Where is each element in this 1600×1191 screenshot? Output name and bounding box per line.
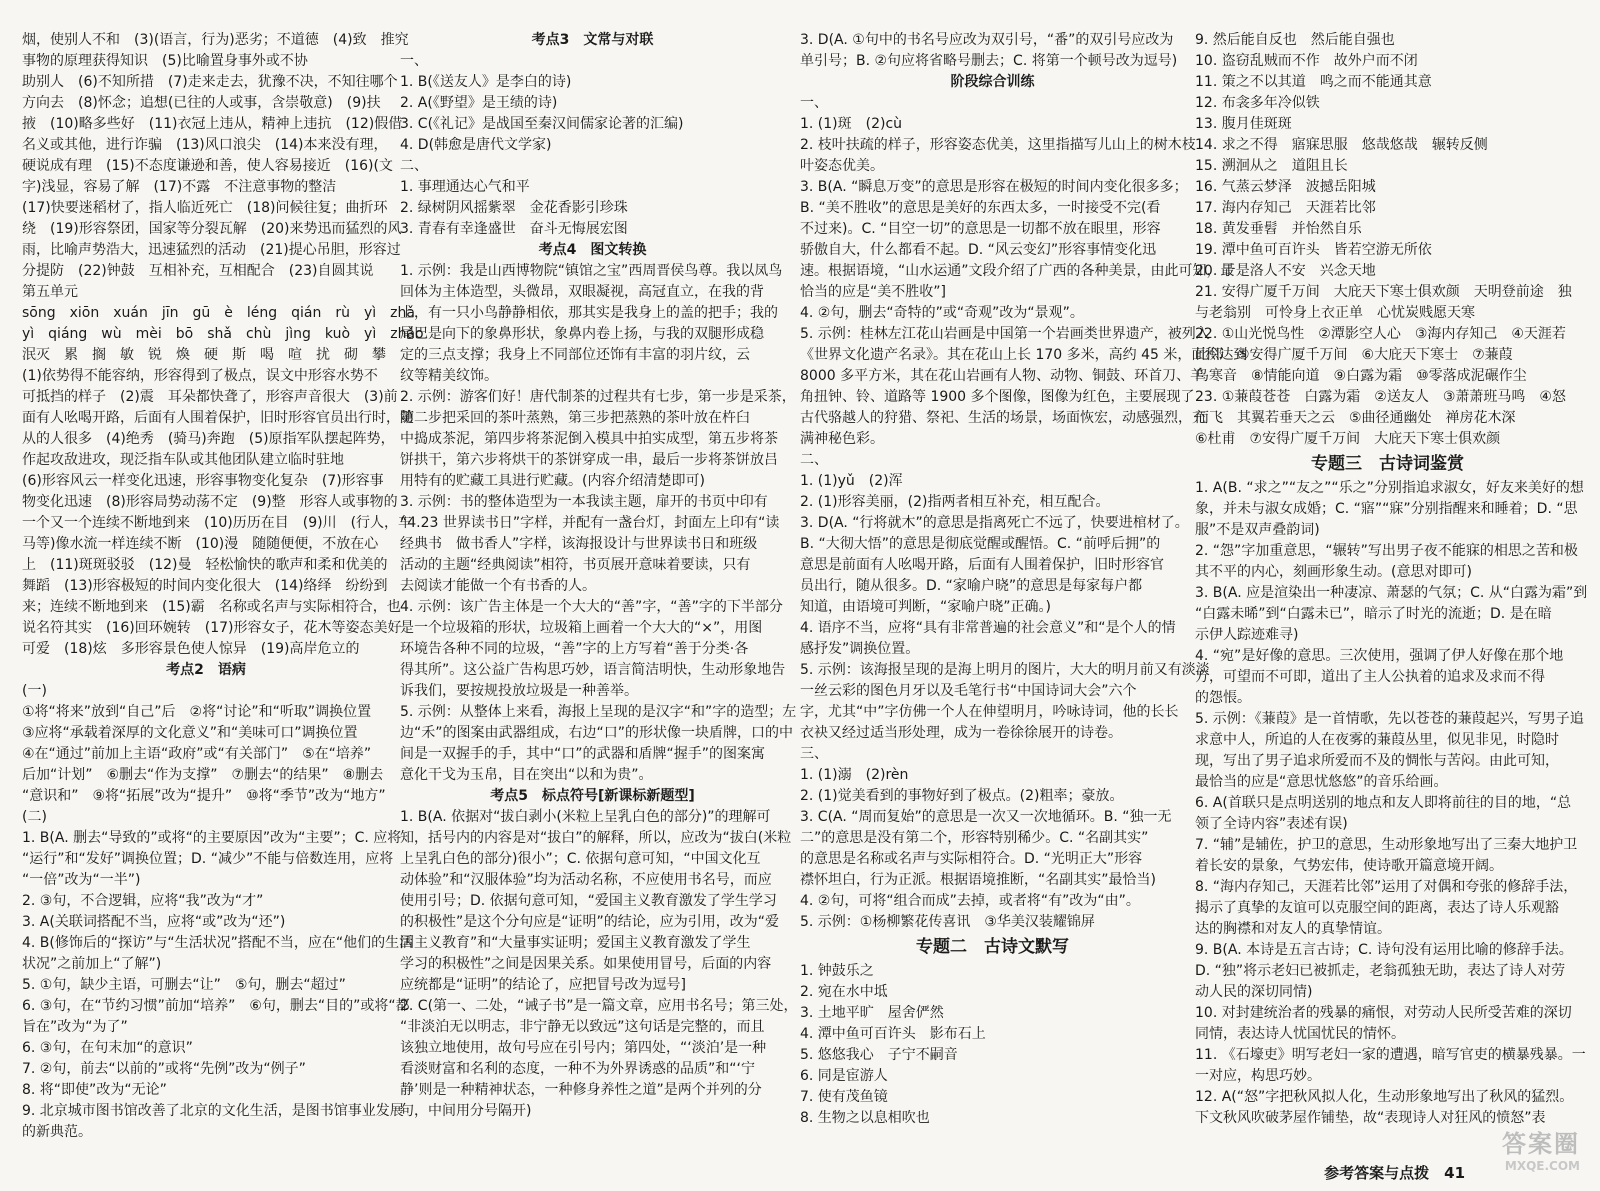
text-line: 是一个垃圾箱的形状，垃圾箱上画着一个大大的“×”，用图	[400, 620, 763, 636]
text-line: 20. 于是洛人不安 兴念天地	[1195, 263, 1376, 279]
text-line: 烟，使别人不和 (3)(语言，行为)恶劣；不道德 (4)致 推究	[22, 32, 409, 48]
text-line: 掖 (10)略多些好 (11)衣冠上违从，精神上违抗 (12)假借	[22, 116, 403, 132]
text-line: 2. 枝叶扶疏的样子，形容姿态优美，这里指描写儿山上的树木枝	[800, 137, 1196, 153]
text-line: 二”的意思是没有第二个，形容特别稀少。C. “名副其实”	[800, 830, 1149, 846]
text-line: 23. ①蒹葭苍苍 白露为霜 ②送友人 ③萧萧班马鸣 ④怒	[1195, 389, 1566, 405]
text-line: 8000 多平方米，其在花山岩画有人物、动物、铜鼓、环首刀、羊	[800, 368, 1205, 384]
text-line: 襟怀坦白，行为正派。根据语境推断，“名副其实”最恰当)	[800, 872, 1156, 888]
text-line: 18. 黄发垂髫 并怡然自乐	[1195, 221, 1362, 237]
watermark-url: MXQE.COM	[1504, 1159, 1580, 1173]
text-line: 来；连续不断地到来 (15)霸 名称或名声与实际相符合，也	[22, 599, 401, 615]
text-line: 满神秘色彩。	[800, 431, 884, 447]
text-line: 3. C(《礼记》是战国至秦汉间儒家论著的汇编)	[400, 116, 684, 132]
text-line: 后加“计划” ⑥删去“作为支撑” ⑦删去“的结果” ⑧删去	[22, 767, 384, 783]
text-line: 上 (11)斑斑驳驳 (12)曼 轻松愉快的歌声和柔和优美的	[22, 557, 388, 573]
text-line: (6)形容风云一样变化迅速，形容事物变化复杂 (7)形容事	[22, 473, 384, 489]
text-line: 名义或其他，进行诈骗 (13)风口浪尖 (14)本来没有理，	[22, 137, 388, 153]
text-line: 可爱 (18)炫 多形容景色使人惊异 (19)高岸危立的	[22, 641, 360, 657]
text-line: ⑥杜甫 ⑦安得广厦千万间 大庇天下寒士俱欢颜	[1195, 431, 1501, 447]
text-line: 4. B(修饰后的“探访”与“生活状况”搭配不当，应在“他们的生活	[22, 935, 414, 951]
text-line: 2. (1)形容美丽，(2)指两者相互补充，相互配合。	[800, 494, 1110, 510]
text-line: 《世界文化遗产名录》。其在花山上长 170 多米，高约 45 米，面积达到	[800, 347, 1248, 363]
text-line: 15. 溯洄从之 道阻且长	[1195, 158, 1348, 174]
text-line: 3. 土地平旷 屋舍俨然	[800, 1005, 944, 1021]
section-heading: 专题二 古诗文默写	[916, 937, 1069, 957]
text-line: 国主义教育”和“大量事实证明；爱国主义教育激发了学生	[400, 935, 751, 951]
text-line: D. “独”将示老妇已被抓走，老翁孤独无助，表达了诗人对劳	[1195, 963, 1566, 979]
text-line: 一、	[400, 53, 428, 69]
text-line: 感抒发”调换位置。	[800, 641, 920, 657]
text-line: 从的人很多 (4)绝秀 (骑马)奔跑 (5)原指军队摆起阵势，	[22, 431, 395, 447]
text-line: 1. A(B. “求之”“友之”“乐之”分别指追求淑女，好友来美好的想	[1195, 480, 1584, 496]
text-line: 2. 宛在水中坻	[800, 984, 888, 1000]
text-line: 3. 青春有幸逢盛世 奋斗无悔展宏图	[400, 221, 628, 237]
text-line: 纹等精美纹饰。	[400, 368, 498, 384]
text-line: sōng xiōn xuán jīn gū è léng qián rù yì zhǎ	[22, 305, 415, 321]
text-line: “白露未晞”到“白露未已”，暗示了时光的流逝；D. 是在暗	[1195, 606, 1552, 622]
text-line: 活动的主题“经典阅读”相符，书页展开意味着要读，只有	[400, 557, 751, 573]
text-line: 分提防 (22)钟鼓 互相补充，互相配合 (23)自圆其说	[22, 263, 374, 279]
text-line: 8. 将“即使”改为“无论”	[22, 1082, 167, 1098]
text-line: 1. B(A. 删去“导致的”或将“的主要原因”改为“主要”；C. 应将	[22, 830, 402, 846]
text-line: 22. ①山光悦鸟性 ②潭影空人心 ③海内存知己 ④天涯若	[1195, 326, 1566, 342]
text-line: 面有人吆喝开路，后面有人围着保护，旧时形容官员出行时，随	[22, 410, 414, 426]
text-line: ③应将“承载着深厚的文化意义”和“美味可口”调换位置	[22, 725, 358, 741]
text-line: 5. ①句，缺少主语，可删去“让” ⑤句，删去“超过”	[22, 977, 346, 993]
text-line: 2. C(第一、二处，“诫子书”是一篇文章，应用书名号；第三处，	[400, 998, 798, 1014]
text-line: B. “大彻大悟”的意思是彻底觉醒或醒悟。C. “前呼后拥”的	[800, 536, 1161, 552]
text-line: 1. (1)yǔ (2)浑	[800, 473, 903, 489]
text-line: 字)浅显，容易了解 (17)不露 不注意事物的整洁	[22, 179, 337, 195]
text-line: 尾巴是向下的象鼻形状，象鼻内卷上扬，与我的双腿形成稳	[400, 326, 764, 342]
text-line: 9. 然后能自反也 然后能自强也	[1195, 32, 1395, 48]
text-line: 8. 生物之以息相吹也	[800, 1110, 930, 1126]
text-line: 其不平的内心，刻画形象生动。(意思对即可)	[1195, 564, 1472, 580]
text-line: 一丝云彩的图色月牙以及毛笔行书“中国诗词大会”六个	[800, 683, 1137, 699]
text-line: 10. 对封建统治者的残暴的痛恨，对劳动人民所受苦难的深切	[1195, 1005, 1572, 1021]
text-line: (二)	[22, 809, 47, 825]
text-line: 3. B(A. 应是渲染出一种凄凉、萧瑟的气氛；C. 从“白露为霜”到	[1195, 585, 1588, 601]
section-heading: 专题三 古诗词鉴赏	[1311, 454, 1464, 474]
text-line: 定的三点支撑；我身上不同部位还饰有丰富的羽片纹，云	[400, 347, 750, 363]
text-line: 4. D(韩愈是唐代文学家)	[400, 137, 552, 153]
text-line: 助别人 (6)不知所措 (7)走来走去，犹豫不决，不知往哪个	[22, 74, 398, 90]
text-line: “运行”和“发好”调换位置；D. “减少”不能与倍数连用，应将	[22, 851, 394, 867]
text-line: 该独立地使用，故句号应在引号内；第四处，“‘淡泊’是一种	[400, 1040, 767, 1056]
text-line: 看淡财富和名利的态度，一种不为外界诱惑的品质”和“‘宁	[400, 1061, 755, 1077]
text-line: 最恰当的应是“意思忧悠悠”的音乐给画。	[1195, 774, 1448, 790]
text-line: 舞蹈 (13)形容极短的时间内变化很大 (14)络绎 纷纷到	[22, 578, 388, 594]
text-line: 象，并未与淑女成婚；C. “寤”“寐”分别指醒来和睡着；D. “思	[1195, 501, 1578, 517]
text-line: (17)快要迷稻材了，指人临近死亡 (18)问候往复；曲折环	[22, 200, 388, 216]
text-line: 3. D(A. ①句中的书名号应改为双引号，“番”的双引号应改为	[800, 32, 1174, 48]
text-line: B. “美不胜收”的意思是美好的东西太多，一时接受不完(看	[800, 200, 1161, 216]
text-line: 5. 悠悠我心 子宁不嗣音	[800, 1047, 958, 1063]
text-line: 9. B(A. 本诗是五言古诗；C. 诗句没有运用比喻的修辞手法。	[1195, 942, 1573, 958]
text-line: 不过来)。C. “目空一切”的意思是一切都不放在眼里，形容	[800, 221, 1161, 237]
text-line: (一)	[22, 683, 47, 699]
text-line: 状况”之前加上“了解”)	[22, 956, 162, 972]
text-line: 物变化迅速 (8)形容局势动荡不定 (9)整 形容人或事物的	[22, 494, 398, 510]
text-line: 而飞 其翼若垂天之云 ⑤曲径通幽处 禅房花木深	[1195, 410, 1516, 426]
text-line: 知道，由语境可判断，“家喻户晓”正确。)	[800, 599, 1051, 615]
text-line: 说名符其实 (16)回环婉转 (17)形容女子，花木等姿态美好	[22, 620, 402, 636]
text-line: 3. 示例：书的整体造型为一本我读主题，扉开的书页中印有	[400, 494, 768, 510]
text-line: 字，尤其“中”字仿佛一个人在伸望明月，吟咏诗词，他的长长	[800, 704, 1179, 720]
text-line: 马等)像水流一样连续不断 (10)漫 随随便便，不放在心	[22, 536, 379, 552]
text-line: 6. 同是宦游人	[800, 1068, 888, 1084]
text-line: 一对应，构思巧妙。	[1195, 1068, 1321, 1084]
text-line: 2. 绿树阴风摇紫翠 金花香影引珍珠	[400, 200, 628, 216]
text-line: 3. A(关联词搭配不当，应将“或”改为“还”)	[22, 914, 286, 930]
text-line: 泯灭 累 搁 敏 锐 煥 硬 斯 喝 喧 扰 砌 攀	[22, 347, 386, 363]
text-line: 上，有一只小鸟静静相依，那其实是我身上的盖的把手；我的	[400, 305, 778, 321]
text-line: 领了全诗内容”表述有误)	[1195, 816, 1348, 832]
text-line: 2. “怨”字加重意思，“辗转”写出男子夜不能寐的相思之苦和极	[1195, 543, 1578, 559]
text-line: 二、	[800, 452, 828, 468]
text-line: 与老翁别 可怜身上衣正单 心忧炭贱愿天寒	[1195, 305, 1475, 321]
text-line: 7. ②句，前去“以前的”或将“先例”改为“例子”	[22, 1061, 306, 1077]
text-line: 4. ②句，可将“组合而成”去掉，或者将“有”改为“由”。	[800, 893, 1140, 909]
text-line: 12. 布衾多年冷似铁	[1195, 95, 1320, 111]
watermark-logo	[1502, 1124, 1580, 1173]
text-line: 5. 示例：从整体上来看，海报上呈现的是汉字“和”字的造型；左	[400, 704, 797, 720]
text-line: 3. C(A. “周而复始”的意思是一次又一次地循环。B. “独一无	[800, 809, 1172, 825]
text-line: 11. 策之不以其道 鸣之而不能通其意	[1195, 74, 1432, 90]
text-line: 6. A(首联只是点明送别的地点和友人即将前往的目的地，“总	[1195, 795, 1572, 811]
text-line: 绕 (19)形容祭团，国家等分裂瓦解 (20)来势迅而猛烈的风	[22, 221, 402, 237]
text-line: 经典书 做书香人”字样，该海报设计与世界读书日和班级	[400, 536, 758, 552]
text-line: 的意思是名称或名声与实际相符合。D. “光明正大”形容	[800, 851, 1143, 867]
text-line: 可抵挡的样子 (2)震 耳朵都快聋了，形容声音很大 (3)前	[22, 389, 398, 405]
text-line: 速。根据语境，“山水运通”文段介绍了广西的各种美景，由此可知，最	[800, 263, 1235, 279]
text-line: 服”不是双声叠韵词)	[1195, 522, 1320, 538]
text-line: 4. 潭中鱼可百许头 影布石上	[800, 1026, 986, 1042]
text-line: 第五单元	[22, 284, 78, 300]
text-line: 使用引号；D. 依据句意可知，“爱国主义教育激发了学生学习	[400, 893, 777, 909]
text-line: 边“禾”的图案由武器组成，右边“口”的形状像一块盾牌，口的中	[400, 725, 794, 741]
text-line: 10. 盗窃乱贼而不作 故外户而不闭	[1195, 53, 1418, 69]
text-line: 恰当的应是“美不胜收”]	[800, 284, 946, 300]
text-line: 第二步把采回的茶叶蒸熟，第三步把蒸熟的茶叶放在杵臼	[400, 410, 750, 426]
text-line: “意识和” ⑨将“拓展”改为“提升” ⑩将“季节”改为“地方”	[22, 788, 386, 804]
text-line: 6. ③句，在句末加“的意识”	[22, 1040, 193, 1056]
text-line: 现，写出了男子追求所爱而不及的惆怅与苦闷。由此可知，	[1195, 753, 1559, 769]
text-line: 6. ③句，在“节约习惯”前加“培养” ⑥句，删去“目的”或将“都	[22, 998, 410, 1014]
watermark-text: 答案圈	[1502, 1130, 1580, 1158]
text-line: 1. (1)斑 (2)cù	[800, 116, 903, 132]
text-line: 的新典范。	[22, 1124, 92, 1140]
text-line: 达的胸襟和对友人的真挚情谊。	[1195, 921, 1391, 937]
section-heading: 考点2 语病	[166, 662, 246, 678]
text-line: 用特有的贮藏工具进行贮藏。(内容介绍清楚即可)	[400, 473, 705, 489]
text-line: 4. 语序不当，应将“具有非常普遍的社会意义”和“是个人的情	[800, 620, 1176, 636]
text-line: 着长安的景象，气势宏伟，使诗歌开篇意境开阔。	[1195, 858, 1503, 874]
text-line: 一、	[800, 95, 828, 111]
text-line: 二、	[400, 158, 428, 174]
text-line: 环境告各种不同的垃圾，“善”字的上方写着“善于分类·各	[400, 641, 749, 657]
text-line: 2. (1)觉美看到的事物好到了极点。(2)粗率；豪放。	[800, 788, 1124, 804]
text-line: 得其所”。这公益广告构思巧妙，语言简洁明快，生动形象地告	[400, 662, 786, 678]
text-line: 知，括号内的内容是对“拔白”的解释，所以，应改为“拔白(米粒	[400, 830, 792, 846]
text-line: 应统都是“证明”的结论了，应把冒号改为逗号]	[400, 977, 686, 993]
text-line: 事物的原理获得知识 (5)比喻置身事外或不协	[22, 53, 308, 69]
text-line: 方向去 (8)怀念；追想(已往的人或事，含崇敬意) (9)扶	[22, 95, 381, 111]
text-line: 5. 示例：①杨柳繁花传喜讯 ③华美汉装耀锦屏	[800, 914, 1095, 930]
column-1	[22, 30, 424, 1155]
text-line: 4. ②句，删去“奇特的”或“奇观”改为“景观”。	[800, 305, 1084, 321]
text-line: 三、	[800, 746, 828, 762]
text-line: yì qiáng wù mèi bō shǎ chù jìng kuò yì zhǎo	[22, 326, 424, 342]
text-line: 回体为主体造型，头微昂，双眼凝视，高冠直立，在我的背	[400, 284, 764, 300]
text-line: 骄傲自大，什么都看不起。D. “风云变幻”形容事情变化迅	[800, 242, 1157, 258]
section-heading: 考点4 图文转换	[538, 242, 647, 258]
text-line: 同情，表达诗人忧国忧民的情怀。	[1195, 1026, 1405, 1042]
text-line: 的积极性”是这个分句应是“证明”的结论，应为引用，改为“爱	[400, 914, 780, 930]
section-heading: 考点3 文常与对联	[531, 32, 654, 48]
text-line: 衣袂又经过适当形处理，成为一卷徐徐展开的诗卷。	[800, 725, 1122, 741]
text-line: 雨，比喻声势浩大，迅速猛烈的活动 (21)提心吊胆，形容过	[22, 242, 401, 258]
text-line: 诉我们，要按规投放垃圾是一种善举。	[400, 683, 638, 699]
text-line: 7. 使有茂鱼镜	[800, 1089, 888, 1105]
text-line: “4.23 世界读书日”字样，并配有一盏台灯，封面左上印有“读	[400, 515, 780, 531]
text-line: 21. 安得广厦千万间 大庇天下寒士俱欢颜 天明登前途 独	[1195, 284, 1572, 300]
column-4	[1195, 30, 1588, 1155]
text-line: 1. 事理通达心气和平	[400, 179, 530, 195]
text-line: 16. 气蒸云梦泽 波撼岳阳城	[1195, 179, 1376, 195]
text-line: 单引号；B. ②句应将省略号删去；C. 将第一个顿号改为逗号)	[800, 53, 1178, 69]
text-line: 的怨悵。	[1195, 690, 1251, 706]
text-line: 1. B(《送友人》是李白的诗)	[400, 74, 572, 90]
text-line: “一倍”改为“一半”)	[22, 872, 141, 888]
text-line: 鸟寒音 ⑧情能向道 ⑨白露为霜 ⑩零落成泥碾作尘	[1195, 368, 1527, 384]
text-line: 9. 北京城市图书馆改善了北京的文化生活，是图书馆事业发展	[22, 1103, 404, 1119]
text-line: 12. A(“怒”字把秋风拟人化，生动形象地写出了秋风的猛烈。	[1195, 1089, 1574, 1105]
text-line: 1. B(A. 依据对“拔白剥小(米粒上呈乳白色的部分)”的理解可	[400, 809, 771, 825]
text-line: 17. 海内存知己 天涯若比邻	[1195, 200, 1376, 216]
text-line: 1. 钟鼓乐之	[800, 963, 874, 979]
text-line: 1. (1)溺 (2)rèn	[800, 767, 909, 783]
text-line: ①将“将来”放到“自己”后 ②将“讨论”和“听取”调换位置	[22, 704, 372, 720]
text-line: 1. 示例：我是山西博物院“镇馆之宝”西周晋侯鸟尊。我以凤鸟	[400, 263, 783, 279]
text-line: 动体验”和“汉服体验”均为活动名称，不应使用书名号，而应	[400, 872, 772, 888]
text-line: 旨在”改为“为了”	[22, 1019, 128, 1035]
text-line: 2. 示例：游客们好！唐代制茶的过程共有七步，第一步是采茶，	[400, 389, 796, 405]
text-line: 3. D(A. “行将就木”的意思是指离死亡不远了，快要进棺材了。	[800, 515, 1189, 531]
text-line: 古代骆越人的狩猎、祭祀、生活的场景，场面恢宏，动感强烈，充	[800, 410, 1206, 426]
text-line: 5. 示例：桂林左江花山岩画是中国第一个岩画类世界遗产，被列入	[800, 326, 1210, 342]
text-line: 7. “辅”是辅佐，护卫的意思，生动形象地写出了三秦大地护卫	[1195, 837, 1578, 853]
text-line: 角扭钟、铃、道路等 1900 多个图像，图像为红色，主要展现了	[800, 389, 1195, 405]
page-footer: 参考答案与点拨 41	[1324, 1164, 1465, 1182]
text-line: 2. A(《野望》是王绩的诗)	[400, 95, 558, 111]
text-line: (1)依势得不能容纳，形容得到了极点，误文中形容水势不	[22, 368, 378, 384]
text-line: 叶姿态优美。	[800, 158, 884, 174]
text-line: 学习的积极性”之间是因果关系。如果使用冒号，后面的内容	[400, 956, 772, 972]
text-line: 方，可望而不可即，道出了主人公执着的追求及求而不得	[1195, 669, 1545, 685]
text-line: 示伊人踪迹难寻)	[1195, 627, 1299, 643]
column-2	[400, 30, 798, 1155]
text-line: 意化干戈为玉帛，目在突出“以和为贵”。	[400, 767, 653, 783]
text-line: 下文秋风吹破茅屋作铺垫，故“表现诗人对狂风的愤怒”表	[1195, 1110, 1546, 1126]
text-line: 14. 求之不得 寤寐思服 悠哉悠哉 辗转反侧	[1195, 137, 1488, 153]
text-line: 静’则是一种精神状态，一种修身养性之道”是两个并列的分	[400, 1082, 762, 1098]
text-line: 员出行，随从很多。D. “家喻户晓”的意思是每家每户都	[800, 578, 1143, 594]
text-line: 硬说成有理 (15)不态度谦逊和善，使人容易接近 (16)(文	[22, 158, 393, 174]
text-line: 5. 示例：该海报呈现的是海上明月的图片，大大的明月前又有淡淡	[800, 662, 1210, 678]
text-line: 动人民的深切同情)	[1195, 984, 1313, 1000]
section-heading: 考点5 标点符号[新课标新题型]	[490, 788, 695, 804]
text-line: 一个又一个连续不断地到来 (10)历历在目 (9)川 (行人，车	[22, 515, 413, 531]
text-line: 4. “宛”是好像的意思。三次使用，强调了伊人好像在那个地	[1195, 648, 1564, 664]
text-line: 3. B(A. “瞬息万变”的意思是形容在极短的时间内变化很多多；	[800, 179, 1188, 195]
text-line: 作起攻敌进攻，现泛指车队或其他团队建立临时驻地	[22, 452, 344, 468]
text-line: 13. 腹月佳斑斑	[1195, 116, 1292, 132]
text-line: 2. ③句，不合逻辑，应将“我”改为“才”	[22, 893, 264, 909]
text-line: 中捣成茶泥，第四步将茶泥倒入模具中拍实成型，第五步将茶	[400, 431, 778, 447]
section-heading: 阶段综合训练	[950, 74, 1035, 90]
text-line: 句，中间用分号隔开)	[400, 1103, 532, 1119]
text-line: 11. 《石壕吏》明写老妇一家的遭遇，暗写官吏的横暴残暴。一	[1195, 1047, 1586, 1063]
text-line: 间是一双握手的手，其中“口”的武器和盾牌“握手”的图案寓	[400, 746, 766, 762]
text-line: 上呈乳白色的部分)很小”；C. 依据句意可知，“中国文化互	[400, 851, 761, 867]
text-line: 4. 示例：该广告主体是一个大大的“善”字，“善”字的下半部分	[400, 599, 783, 615]
text-line: 5. 示例：《蒹葭》是一首情歌，先以苍苍的蒹葭起兴，写男子追	[1195, 711, 1584, 727]
text-line: ④在“通过”前加上主语“政府”或“有关部门” ⑤在“培养”	[22, 746, 372, 762]
text-line: 求意中人，所追的人在夜雾的蒹葭丛里，似见非见，时隐时	[1195, 732, 1559, 748]
text-line: 揭示了真挚的友谊可以克服空间的距离，表达了诗人乐观豁	[1195, 900, 1559, 916]
text-line: 饼拱干，第六步将烘干的茶饼穿成一串，最后一步将茶饼放吕	[400, 452, 778, 468]
text-line: 意思是前面有人吆喝开路，后面有人围着保护，旧时形容官	[800, 557, 1164, 573]
text-line: 比邻 ⑤安得广厦千万间 ⑥大庇天下寒士 ⑦蒹葭	[1195, 347, 1513, 363]
text-line: “非淡泊无以明志，非宁静无以致远”这句话是完整的，而且	[400, 1019, 765, 1035]
text-line: 19. 潭中鱼可百许头 皆若空游无所依	[1195, 242, 1432, 258]
text-line: 去阅读才能做一个有书香的人。	[400, 578, 596, 594]
text-line: 8. “海内存知己，天涯若比邻”运用了对偶和夸张的修辞手法，	[1195, 879, 1578, 895]
